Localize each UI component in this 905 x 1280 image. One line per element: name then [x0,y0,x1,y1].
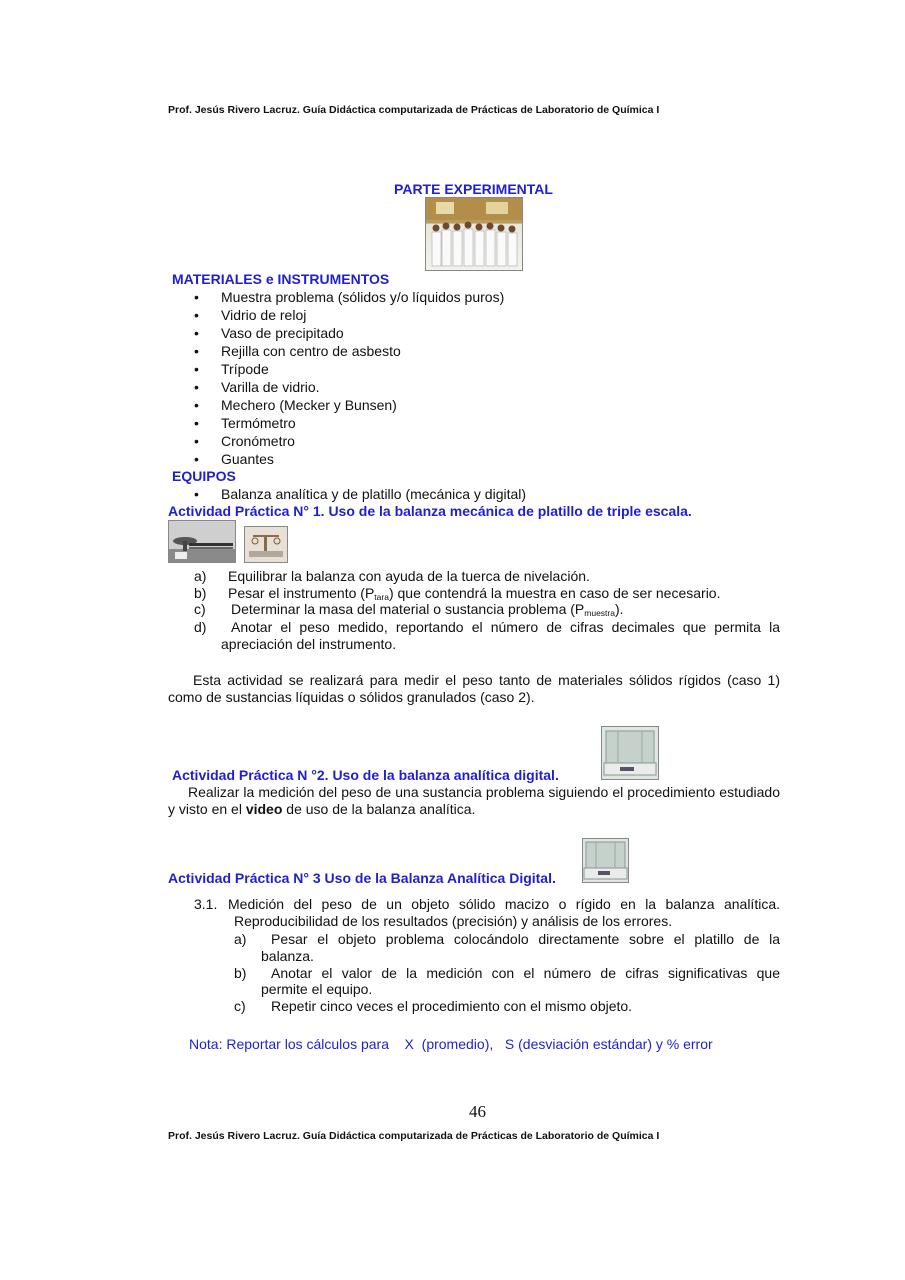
list-item-text: Vidrio de reloj [221,307,307,323]
activity2-text-end: de uso de la balanza analítica. [282,801,476,817]
page-header: Prof. Jesús Rivero Lacruz. Guía Didáctica computarizada de Prácticas de Laboratorio de Química I [168,104,660,116]
list-item-text: Balanza analítica y de platillo (mecánica y digital) [221,486,527,502]
bullet: • [194,486,199,502]
mechanical-balance-photo [244,526,288,563]
list-item-text: Mechero (Mecker y Bunsen) [221,397,397,413]
list-item-text: Cronómetro [221,433,295,449]
list-item-text: Vaso de precipitado [221,325,344,341]
lab-group-photo [425,197,523,271]
activity1-step-d-cont: apreciación del instrumento. [221,636,397,652]
list-item-text: Trípode [221,361,269,377]
activity1-step-d-marker: d) [194,619,207,635]
activity3-sub-b-cont: permite el equipo. [261,981,373,997]
tara-subscript: tara [374,592,389,602]
list-item-text: Rejilla con centro de asbesto [221,343,401,359]
bullet: • [194,361,199,377]
bullet: • [194,289,199,305]
activity3-item-text-cont: Reproducibilidad de los resultados (precisión) y análisis de los errores. [234,913,673,929]
activity1-step-b-marker: b) [194,585,207,601]
analytical-balance-drawing-1 [602,727,658,779]
activity2-title: Actividad Práctica N °2. Uso de la balanza analítica digital. [172,767,559,783]
bullet: • [194,397,199,413]
step-b-text-end: ) que contendrá la muestra en caso de ser necesario. [388,585,721,601]
activity2-text: Realizar la medición del peso de una sustancia problema siguiendo el procedimiento estudiado y visto en el [168,784,780,817]
triple-beam-balance-photo [168,520,236,563]
list-item-text: Guantes [221,451,274,467]
activity3-sub-a-cont: balanza. [261,948,314,964]
list-item-text: Termómetro [221,415,296,431]
activity3-sub-b: Anotar el valor de la medición con el número de cifras significativas que [271,965,780,981]
activity1-paragraph: Esta actividad se realizará para medir el peso tanto de materiales sólidos rígidos (caso 1) como de sustancias líquidas o sólidos granulados (caso 2). [168,672,780,705]
activity3-sub-c: Repetir cinco veces el procedimiento con el mismo objeto. [271,998,633,1014]
activity1-title: Actividad Práctica N° 1. Uso de la balanza mecánica de platillo de triple escala. [168,503,692,519]
activity3-sub-b-marker: b) [234,965,247,981]
activity3-item-number: 3.1. [194,896,218,912]
list-item-text: Varilla de vidrio. [221,379,320,395]
muestra-subscript: muestra [584,608,615,618]
equipment-title: EQUIPOS [172,468,236,484]
activity2-paragraph [168,784,780,818]
lab-group-photo-drawing [426,198,522,270]
step-b-text: Pesar el instrumento (P [228,585,375,601]
video-word: video [245,801,283,817]
section-title: PARTE EXPERIMENTAL [394,181,553,197]
page-number: 46 [469,1102,486,1121]
page-footer: Prof. Jesús Rivero Lacruz. Guía Didáctica computarizada de Prácticas de Laboratorio de Química I [168,1130,660,1142]
activity1-step-a-marker: a) [194,568,207,584]
activity3-title: Actividad Práctica N° 3 Uso de la Balanza Analítica Digital. [168,870,556,886]
step-c-text-end: ). [614,601,624,617]
activity3-item-text: Medición del peso de un objeto sólido macizo o rígido en la balanza analítica. [228,896,780,912]
list-item-text: Muestra problema (sólidos y/o líquidos puros) [221,289,505,305]
bullet: • [194,325,199,341]
bullet: • [194,379,199,395]
step-c-text: Determinar la masa del material o sustancia problema (P [231,601,585,617]
analytical-balance-photo-1 [601,726,659,780]
bullet: • [194,307,199,323]
activity1-step-d: Anotar el peso medido, reportando el número de cifras decimales que permita la [231,619,780,635]
activity3-sub-a: Pesar el objeto problema colocándolo directamente sobre el platillo de la [271,931,780,947]
activity3-sub-c-marker: c) [234,998,246,1014]
analytical-balance-drawing-2 [583,839,628,882]
bullet: • [194,415,199,431]
activity1-step-c [231,600,624,618]
note-text: Nota: Reportar los cálculos para X (promedio), S (desviación estándar) y % error [189,1036,713,1052]
analytical-balance-photo-2 [582,838,629,883]
bullet: • [194,433,199,449]
triple-beam-balance-drawing [169,521,235,562]
mechanical-balance-drawing [245,527,287,562]
bullet: • [194,451,199,467]
activity1-step-c-marker: c) [194,601,206,617]
bullet: • [194,343,199,359]
activity3-sub-a-marker: a) [234,931,247,947]
materials-title: MATERIALES e INSTRUMENTOS [172,271,390,287]
activity1-step-a: Equilibrar la balanza con ayuda de la tuerca de nivelación. [228,568,590,584]
